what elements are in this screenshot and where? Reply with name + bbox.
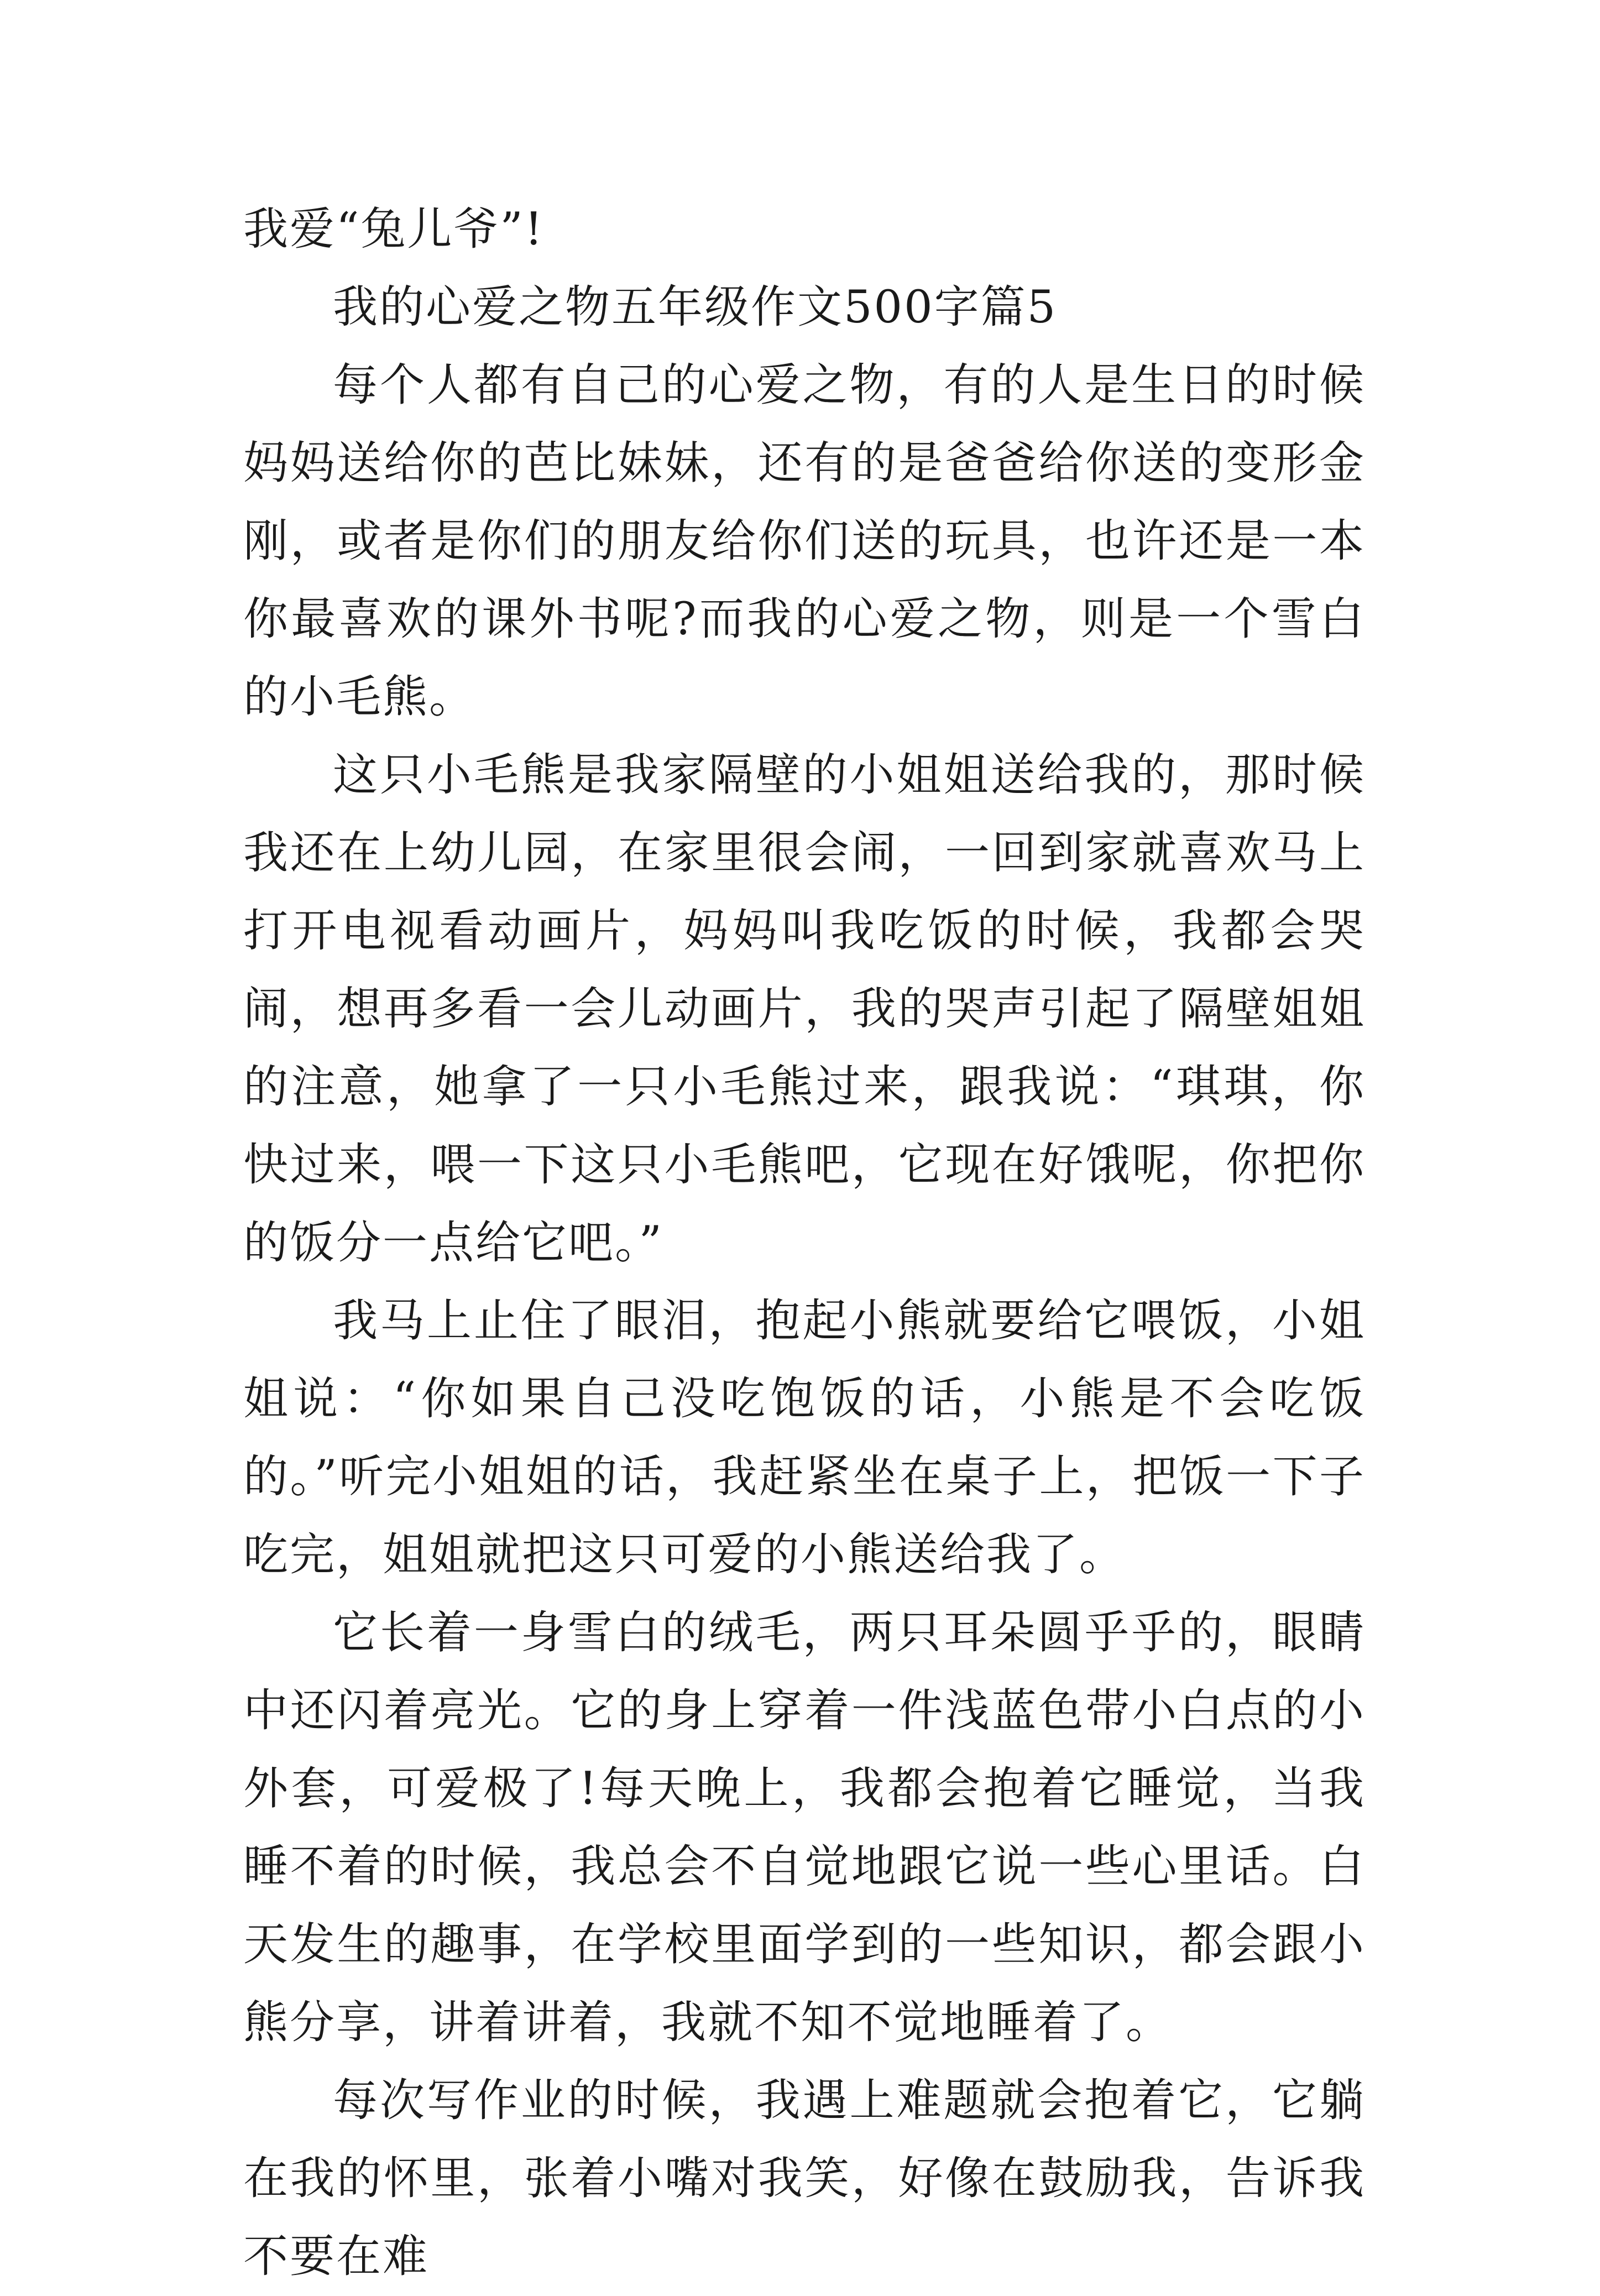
- section-heading: 我的心爱之物五年级作文500字篇5: [333, 281, 1058, 333]
- paragraph: 这只小毛熊是我家隔壁的小姐姐送给我的，那时候我还在上幼儿园，在家里很会闹，一回到家就喜欢马上打开电视看动画片，妈妈叫我吃饭的时候，我都会哭闹，想再多看一会儿动画片，我的哭声引起了隔壁姐姐的注意，她拿了一只小毛熊过来，跟我说：“琪琪，你快过来，喂一下这只小毛熊吧，它现在好饿呢，你把你的饭分一点给它吧。”: [243, 749, 1366, 1269]
- paragraph: 每次写作业的时候，我遇上难题就会抱着它，它躺在我的怀里，张着小嘴对我笑，好像在鼓励我，告诉我不要在难: [243, 2075, 1366, 2283]
- document-body: [243, 191, 1366, 2296]
- paragraph: 每个人都有自己的心爱之物，有的人是生日的时候妈妈送给你的芭比妹妹，还有的是爸爸给你送的变形金刚，或者是你们的朋友给你们送的玩具，也许还是一本你最喜欢的课外书呢?而我的心爱之物，则是一个雪白的小毛熊。: [243, 359, 1366, 723]
- paragraph-closing-line: 我爱“兔儿爷”!: [243, 203, 545, 255]
- paragraph: 它长着一身雪白的绒毛，两只耳朵圆乎乎的，眼睛中还闪着亮光。它的身上穿着一件浅蓝色带小白点的小外套，可爱极了!每天晚上，我都会抱着它睡觉，当我睡不着的时候，我总会不自觉地跟它说一些心里话。白天发生的趣事，在学校里面学到的一些知识，都会跟小熊分享，讲着讲着，我就不知不觉地睡着了。: [243, 1607, 1366, 2049]
- paragraph: 我马上止住了眼泪，抱起小熊就要给它喂饭，小姐姐说：“你如果自己没吃饱饭的话，小熊是不会吃饭的。”听完小姐姐的话，我赶紧坐在桌子上，把饭一下子吃完，姐姐就把这只可爱的小熊送给我了。: [243, 1295, 1366, 1581]
